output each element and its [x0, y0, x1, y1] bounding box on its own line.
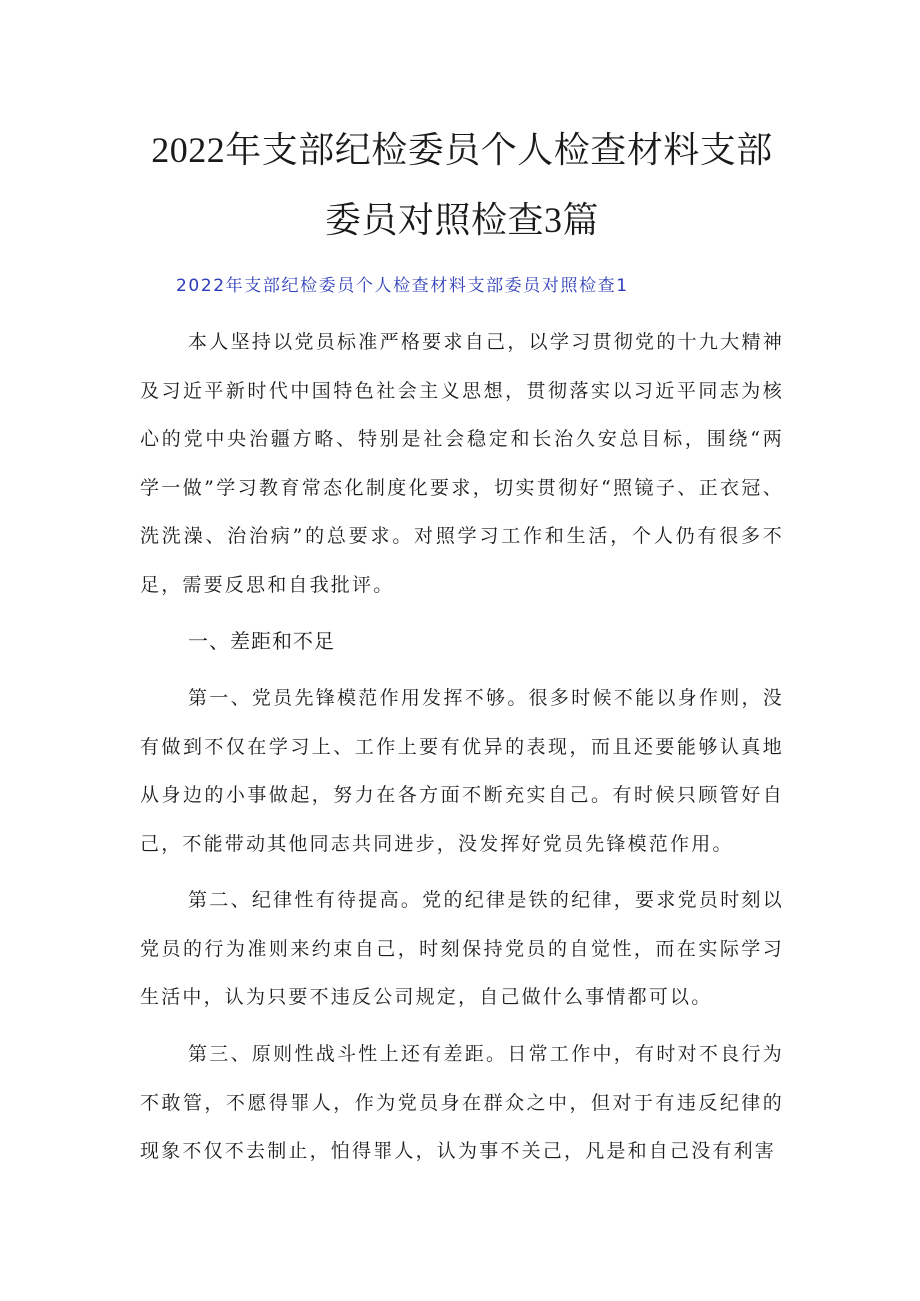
- section-heading-gaps: 一、差距和不足: [188, 629, 335, 653]
- paragraph-first-point: 第一、党员先锋模范作用发挥不够。很多时候不能以身作则，没有做到不仅在学习上、工作上要有优异的表现，而且还要能够认真地从身边的小事做起，努力在各方面不断充实自己。有时候只顾管好自己，不能带动其他同志共同进步，没发挥好党员先锋模范作用。: [140, 687, 784, 855]
- paragraph-second-point: 第二、纪律性有待提高。党的纪律是铁的纪律，要求党员时刻以党员的行为准则来约束自己，时刻保持党员的自觉性，而在实际学习生活中，认为只要不违反公司规定，自己做什么事情都可以。: [140, 889, 784, 1008]
- intro-paragraph: 本人坚持以党员标准严格要求自己，以学习贯彻党的十九大精神及习近平新时代中国特色社会主义思想，贯彻落实以习近平同志为核心的党中央治疆方略、特别是社会稳定和长治久安总目标，围绕“两学一做”学习教育常态化制度化要求，切实贯彻好“照镜子、正衣冠、洗洗澡、治治病”的总要求。对照学习工作和生活，个人仍有很多不足，需要反思和自我批评。: [140, 331, 784, 596]
- document-title-line-2: 委员对照检查3篇: [324, 200, 599, 240]
- section-subtitle: 2022年支部纪检委员个人检查材料支部委员对照检查1: [176, 276, 629, 296]
- paragraph-third-point: 第三、原则性战斗性上还有差距。日常工作中，有时对不良行为不敢管，不愿得罪人，作为党员身在群众之中，但对于有违反纪律的现象不仅不去制止，怕得罪人，认为事不关己，凡是和自己没有利害: [140, 1043, 784, 1162]
- document-title-line-1: 2022年支部纪检委员个人检查材料支部: [151, 130, 773, 170]
